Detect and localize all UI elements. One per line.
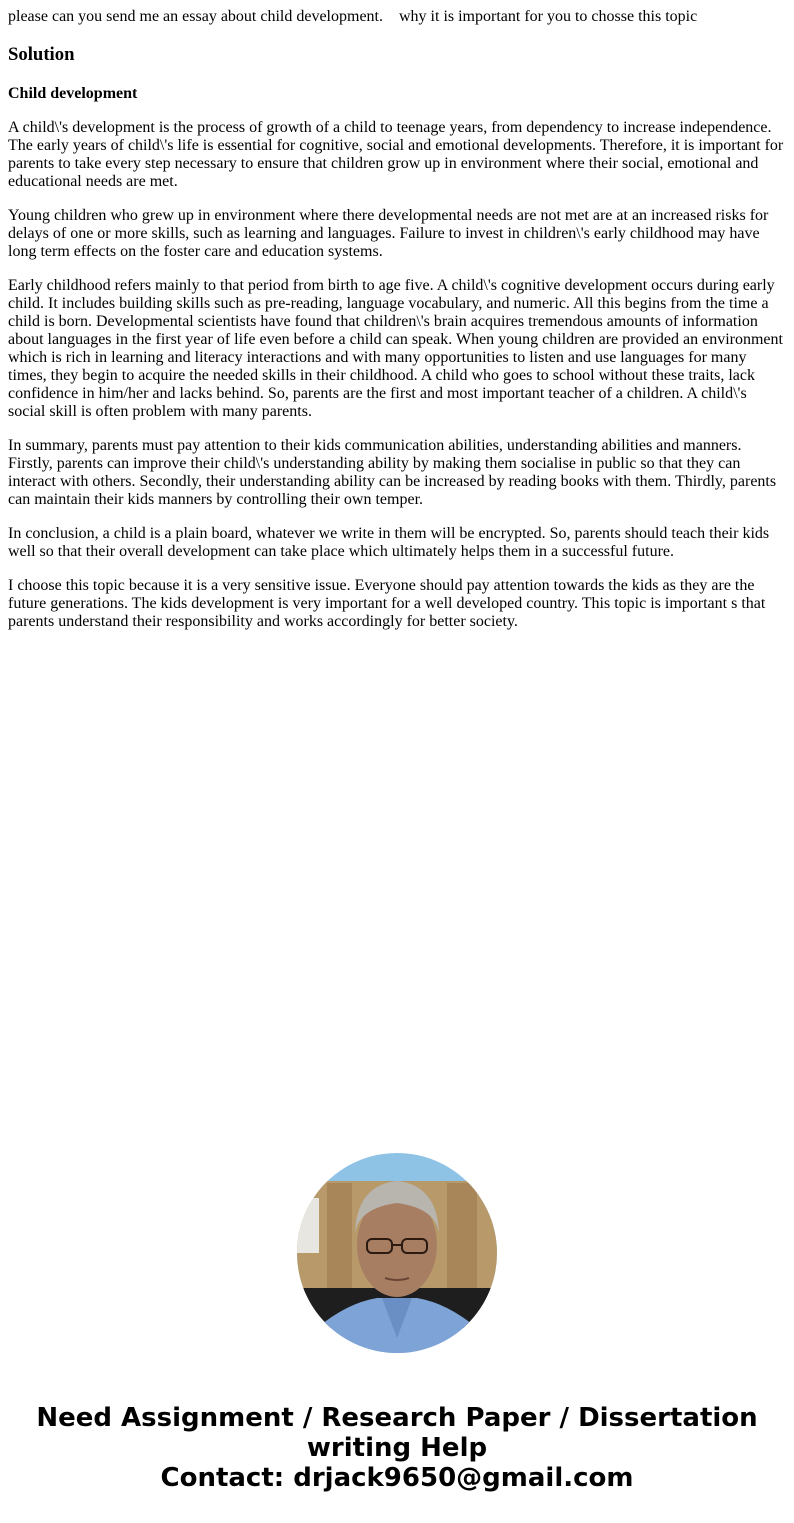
essay-paragraph-4: In summary, parents must pay attention to their kids communication abilities, understanding abilities and manners. Firstly, parents can improve their child\'s understanding ability by making them socialise in public so that they can interact with others. Secondly, their understanding ability can be increased by reading books with them. Thirdly, parents can maintain their kids manners by controlling their own temper. [8,437,777,508]
author-photo [297,1153,497,1353]
solution-heading: Solution [8,44,75,65]
contact-footer [0,1403,794,1493]
essay-paragraph-1: A child\'s development is the process of growth of a child to teenage years, from dependency to increase independence. The early years of child\'s life is essential for cognitive, social and emotional developments. Therefore, it is important for parents to take every step necessary to ensure that children grow up in environment where their social, emotional and educational needs are met. [8,119,784,190]
footer-help-text: Need Assignment / Research Paper / Dissertation writing Help [36,1403,758,1463]
essay-paragraph-6: I choose this topic because it is a very sensitive issue. Everyone should pay attention towards the kids as they are the future generations. The kids development is very important for a well developed country. This topic is important s that parents understand their responsibility and works accordingly for better society. [8,577,766,630]
portrait-image [297,1153,497,1353]
document-body [8,8,786,631]
essay-title: Child development [8,85,138,102]
essay-paragraph-3: Early childhood refers mainly to that period from birth to age five. A child\'s cognitive development occurs during early child. It includes building skills such as pre-reading, language vocabulary, and numeric. All this begins from the time a child is born. Developmental scientists have found that children\'s brain acquires tremendous amounts of information about languages in the first year of life even before a child can speak. When young children are provided an environment which is rich in learning and literacy interactions and with many opportunities to listen and use languages for many times, they begin to acquire the needed skills in their childhood. A child who goes to school without these traits, lack confidence in him/her and lacks behind. So, parents are the first and most important teacher of a children. A child\'s social skill is often problem with many parents. [8,277,783,420]
essay-paragraph-5: In conclusion, a child is a plain board, whatever we write in them will be encrypted. So, parents should teach their kids well so that their overall development can take place which ultimately helps them in a successful future. [8,525,770,560]
footer-contact-email: Contact: drjack9650@gmail.com [160,1463,634,1493]
essay-paragraph-2: Young children who grew up in environment where there developmental needs are not met are at an increased risks for delays of one or more skills, such as learning and languages. Failure to invest in children\'s early childhood may have long term effects on the foster care and education systems. [8,207,769,260]
question-text: please can you send me an essay about child development. why it is important for you to chosse this topic [8,8,698,25]
